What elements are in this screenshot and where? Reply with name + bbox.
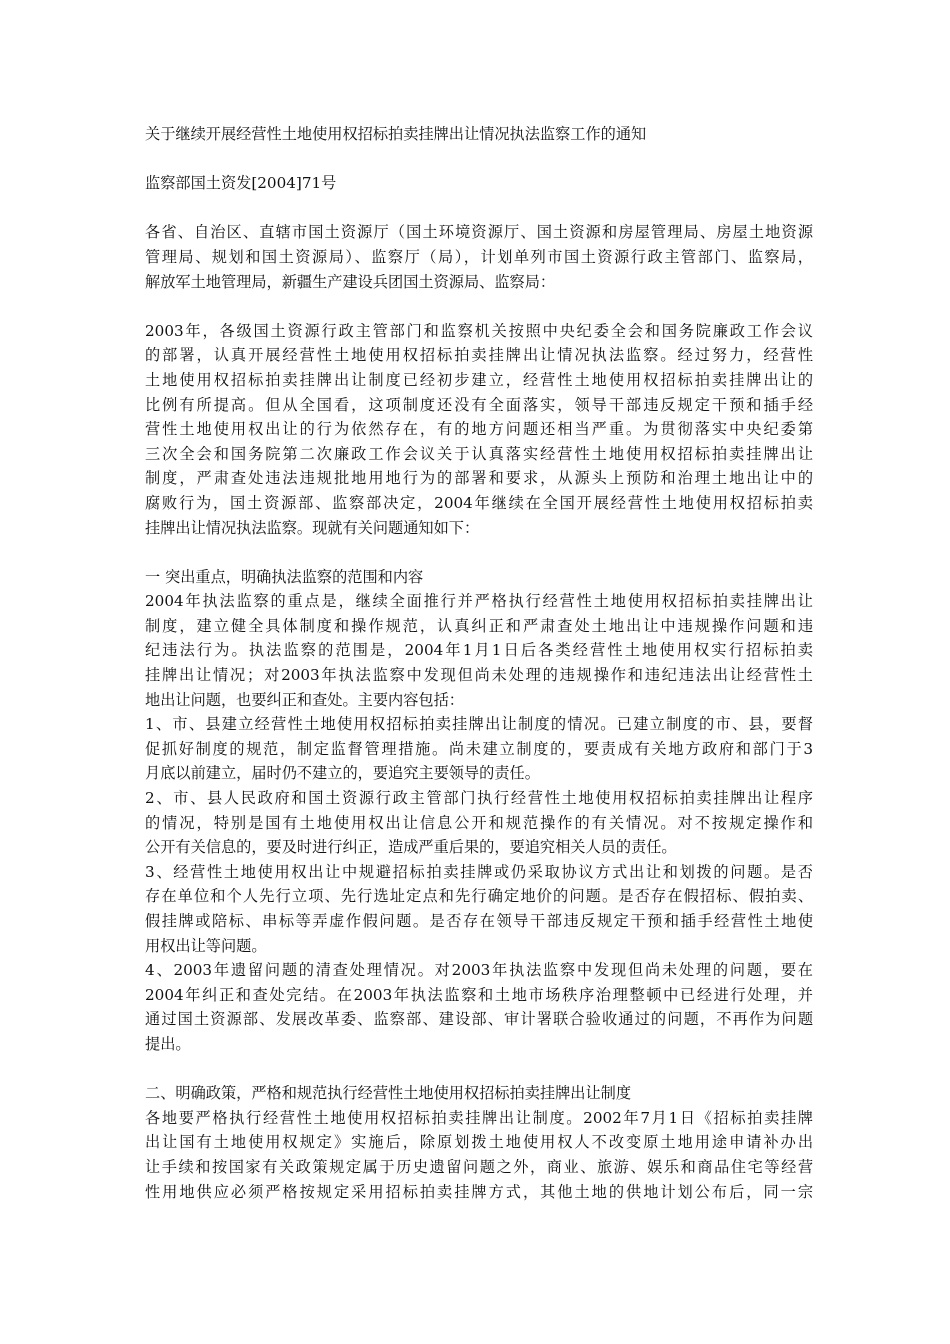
paragraph-line: 解放军土地管理局，新疆生产建设兵团国土资源局、监察局：	[145, 272, 556, 291]
paragraph-line: 纪违法行为。执法监察的范围是，2004年1月1日后各类经营性土地使用权实行招标拍卖	[145, 641, 813, 660]
section-1	[145, 565, 813, 1057]
paragraph-line: 1、市、县建立经营性土地使用权招标拍卖挂牌出让制度的情况。已建立制度的市、县，要督	[145, 715, 813, 734]
paragraph-line: 挂牌出让情况执法监察。现就有关问题通知如下：	[145, 518, 480, 537]
paragraph-line: 的部署，认真开展经营性土地使用权招标拍卖挂牌出让情况执法监察。经过努力，经营性	[145, 346, 813, 365]
paragraph-line: 2004年执法监察的重点是，继续全面推行并严格执行经营性土地使用权招标拍卖挂牌出让	[145, 592, 813, 611]
paragraph-line: 2003年，各级国土资源行政主管部门和监察机关按照中央纪委全会和国务院廉政工作会议	[145, 321, 813, 340]
blank-line	[145, 1057, 813, 1082]
section-heading: 二、明确政策，严格和规范执行经营性土地使用权招标拍卖挂牌出让制度	[145, 1084, 631, 1103]
document-title: 关于继续开展经营性土地使用权招标拍卖挂牌出让情况执法监察工作的通知	[145, 125, 647, 143]
paragraph-line: 让手续和按国家有关政策规定属于历史遗留问题之外，商业、旅游、娱乐和商品住宅等经营	[145, 1157, 813, 1176]
addressee-paragraph	[145, 220, 813, 294]
blank-line	[145, 196, 813, 221]
paragraph-line: 比例有所提高。但从全国看，这项制度还没有全面落实，领导干部违反规定干预和插手经	[145, 395, 813, 414]
paragraph-line: 地出让问题，也要纠正和查处。主要内容包括：	[145, 690, 464, 709]
paragraph-line: 管理局、规划和国土资源局）、监察厅（局），计划单列市国土资源行政主管部门、监察局，	[145, 247, 813, 266]
paragraph-line: 挂牌出让情况；对2003年执法监察中发现但尚未处理的违规操作和违纪违法出让经营性土	[145, 666, 813, 685]
paragraph-line: 各省、自治区、直辖市国土资源厅（国土环境资源厅、国土资源和房屋管理局、房屋土地资源	[145, 223, 813, 242]
paragraph-line: 用权出让等问题。	[145, 936, 267, 955]
paragraph-line: 的情况，特别是国有土地使用权出让信息公开和规范操作的有关情况。对不按规定操作和	[145, 813, 813, 832]
paragraph-line: 存在单位和个人先行立项、先行选址定点和先行确定地价的问题。是否存在假招标、假拍卖、	[145, 887, 813, 906]
paragraph-line: 土地使用权招标拍卖挂牌出让制度已经初步建立，经营性土地使用权招标拍卖挂牌出让的	[145, 370, 813, 389]
document-number: 监察部国土资发[2004]71号	[145, 174, 337, 193]
paragraph-line: 4、2003年遗留问题的清查处理情况。对2003年执法监察中发现但尚未处理的问题，要在	[145, 961, 813, 980]
paragraph-line: 制度，建立健全具体制度和操作规范，认真纠正和严肃查处土地出让中违规操作问题和违	[145, 616, 813, 635]
paragraph-line: 3、经营性土地使用权出让中规避招标拍卖挂牌或仍采取协议方式出让和划拨的问题。是否	[145, 862, 813, 881]
paragraph-line: 性用地供应必须严格按规定采用招标拍卖挂牌方式，其他土地的供地计划公布后，同一宗	[145, 1182, 813, 1201]
blank-line	[145, 147, 813, 172]
paragraph-line: 出让国有土地使用权规定》实施后，除原划拨土地使用权人不改变原土地用途申请补办出	[145, 1133, 813, 1152]
paragraph-line: 腐败行为，国土资源部、监察部决定，2004年继续在全国开展经营性土地使用权招标拍卖	[145, 493, 813, 512]
paragraph-line: 提出。	[145, 1034, 191, 1053]
paragraph-line: 假挂牌或陪标、串标等弄虚作假问题。是否存在领导干部违反规定干预和插手经营性土地使	[145, 912, 813, 930]
paragraph-line: 各地要严格执行经营性土地使用权招标拍卖挂牌出让制度。2002年7月1日《招标拍卖挂牌	[145, 1108, 813, 1127]
paragraph-line: 公开有关信息的，要及时进行纠正，造成严重后果的，要追究相关人员的责任。	[145, 838, 677, 857]
blank-line	[145, 540, 813, 565]
paragraph-line: 通过国土资源部、发展改革委、监察部、建设部、审计署联合验收通过的问题，不再作为问题	[145, 1010, 813, 1029]
document-page	[145, 122, 813, 1204]
paragraph-line: 制度，严肃查处违法违规批地用地行为的部署和要求，从源头上预防和治理土地出让中的	[145, 469, 813, 488]
paragraph-line: 2004年纠正和查处完结。在2003年执法监察和土地市场秩序治理整顿中已经进行处理，并	[145, 985, 813, 1004]
paragraph-line: 三次全会和国务院第二次廉政工作会议关于认真落实经营性土地使用权招标拍卖挂牌出让	[145, 444, 813, 463]
paragraph-line: 营性土地使用权出让的行为依然存在，有的地方问题还相当严重。为贯彻落实中央纪委第	[145, 420, 813, 439]
paragraph-line: 促抓好制度的规范，制定监督管理措施。尚未建立制度的，要责成有关地方政府和部门于3	[145, 739, 813, 758]
intro-paragraph	[145, 319, 813, 540]
section-heading: 一 突出重点，明确执法监察的范围和内容	[145, 567, 424, 586]
paragraph-line: 2、市、县人民政府和国土资源行政主管部门执行经营性土地使用权招标拍卖挂牌出让程序	[145, 789, 813, 808]
paragraph-line: 月底以前建立，届时仍不建立的，要追究主要领导的责任。	[145, 764, 540, 783]
blank-line	[145, 294, 813, 319]
section-2	[145, 1081, 813, 1204]
